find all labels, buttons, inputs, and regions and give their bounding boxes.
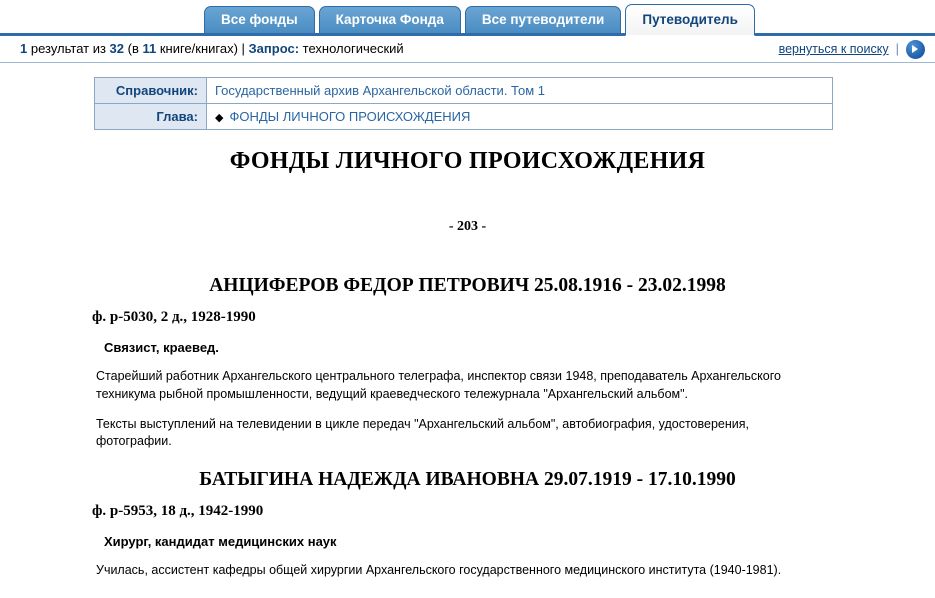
back-to-search-link[interactable]: вернуться к поиску — [778, 42, 889, 56]
entry-batygina — [62, 469, 873, 580]
chapter-value-cell — [207, 104, 833, 130]
info-panel — [0, 63, 935, 130]
result-text-2: (в — [124, 41, 143, 56]
result-total: 32 — [109, 41, 125, 56]
result-text-1: результат из — [27, 41, 110, 56]
document-chapter-title: ФОНДЫ ЛИЧНОГО ПРОИСХОЖДЕНИЯ — [229, 148, 706, 174]
table-row — [95, 78, 833, 104]
chapter-label: Глава: — [95, 104, 207, 130]
entry-fund: ф. р-5953, 18 д., 1942-1990 — [92, 503, 264, 519]
tab-fund-card-label: Карточка Фонда — [335, 12, 444, 27]
page-marker: - 203 - — [448, 219, 487, 234]
tab-all-funds[interactable] — [204, 6, 315, 33]
entry-paragraph: Училась, ассистент кафедры общей хирургии Архангельского государственного медицинского института (1940-1981). — [96, 563, 782, 577]
tab-all-guides-label: Все путеводители — [481, 12, 605, 27]
info-table — [94, 77, 833, 130]
tab-guide-label: Путеводитель — [642, 12, 738, 27]
entry-occupation: Связист, краевед. — [104, 340, 219, 355]
books-count: 11 — [142, 41, 157, 56]
diamond-bullet-icon: ◆ — [215, 112, 224, 124]
result-text-3: книге/книгах) | — [156, 41, 249, 56]
table-row — [95, 104, 833, 130]
entry-title: БАТЫГИНА НАДЕЖДА ИВАНОВНА 29.07.1919 - 17.10.1990 — [199, 469, 736, 490]
tab-all-guides[interactable] — [465, 6, 622, 33]
entry-occupation: Хирург, кандидат медицинских наук — [104, 534, 337, 549]
entry-paragraph: Старейший работник Архангельского центрального телеграфа, инспектор связи 1948, преподаватель Архангельского техникума рыбной промышленности, ведущий краеведческого тележурнала "Архангельский альбом". — [96, 369, 781, 401]
tab-list — [204, 4, 755, 33]
query-label: Запрос: — [248, 41, 300, 56]
reference-label: Справочник: — [95, 78, 207, 104]
entry-fund: ф. р-5030, 2 д., 1928-1990 — [92, 309, 256, 325]
status-bar — [0, 36, 935, 63]
tab-guide[interactable] — [625, 4, 755, 36]
chapter-value-link[interactable]: ФОНДЫ ЛИЧНОГО ПРОИСХОЖДЕНИЯ — [229, 109, 471, 124]
entry-title: АНЦИФЕРОВ ФЕДОР ПЕТРОВИЧ 25.08.1916 - 23.02.1998 — [209, 275, 726, 296]
tab-bar — [0, 0, 935, 36]
document-body — [0, 148, 935, 598]
entry-paragraph: Тексты выступлений на телевидении в цикле передач "Архангельский альбом", автобиография, удостоверения, фотографии. — [96, 416, 749, 449]
reference-value: Государственный архив Архангельской области. Том 1 — [207, 78, 833, 104]
status-bar-right — [779, 36, 925, 62]
status-separator: | — [895, 41, 899, 56]
query-value: технологический — [299, 41, 404, 56]
tab-all-funds-label: Все фонды — [221, 12, 298, 27]
entry-anciferov — [62, 275, 873, 451]
result-count: 1 — [20, 41, 28, 56]
next-arrow-icon[interactable] — [906, 40, 925, 59]
tab-fund-card[interactable] — [319, 6, 461, 33]
